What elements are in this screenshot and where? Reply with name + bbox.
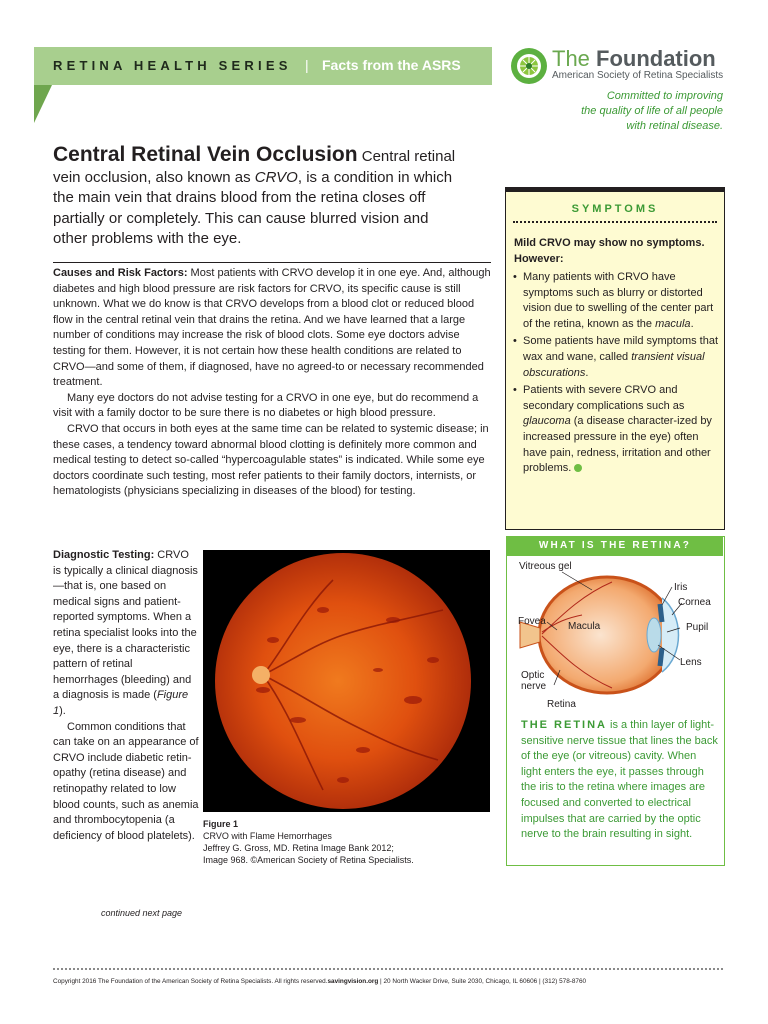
diagnostic-heading: Diagnostic Testing: [53, 549, 155, 561]
caption-line: CRVO with Flame Hemorrhages [203, 831, 332, 841]
tagline-line: with retinal disease. [626, 120, 723, 132]
page-title: Central Retinal Vein Occlusion [53, 143, 358, 166]
figure-reference: Figure 1 [53, 689, 189, 717]
logo-foundation: Foundation [596, 46, 716, 71]
intro-text: Central retinal vein occlusion, also known as [53, 148, 456, 186]
list-item: • Many patients with CRVO have symptoms such as blurry or distorted vision due to swelling of the center part of the retina, known as the macula. [513, 270, 719, 332]
label-cornea: Cornea [678, 597, 711, 608]
label-macula: Macula [568, 621, 601, 632]
label-vitreous: Vitreous gel [519, 561, 572, 572]
symptoms-list [513, 270, 719, 479]
diagnostic-section [53, 548, 199, 844]
intro-abbrev: CRVO [254, 168, 298, 186]
series-separator: | [305, 57, 309, 73]
figure-caption [203, 818, 490, 866]
series-subtitle: Facts from the ASRS [322, 57, 461, 73]
causes-text: Most patients with CRVO develop it in one eye. And, although diabetes and high blood pressure are risk factors for CRVO, its specific cause is still unknown. What we do know is that CRVO develops from a blood clot or reduced blood flow in the central retinal vein that drains the retina. And we have learned that a large number of conditions may increase the risk of blood clots. Some eye doctors advise testing for them. However, it is not certain how these health conditions are related to CRVO—and some of them, if diagnosed, have no agreed-to or necessary recommended treatment. [53, 267, 491, 389]
causes-section [53, 266, 491, 500]
retina-description [521, 718, 719, 843]
label-pupil: Pupil [686, 622, 709, 633]
logo-the: The [552, 46, 590, 71]
tagline-line: the quality of life of all people [581, 105, 723, 117]
label-lens: Lens [680, 657, 702, 668]
copyright-text: Copyright 2016 The Foundation of the American Society of Retina Specialists. All rights reserved. [53, 978, 328, 985]
address-text: | 20 North Wacker Drive, Suite 2030, Chicago, IL 60606 | (312) 578-8760 [378, 978, 587, 985]
label-iris: Iris [674, 582, 688, 593]
label-optic: Optic [521, 670, 545, 681]
logo-subtitle: American Society of Retina Specialists [552, 70, 724, 81]
diagnostic-text: CRVO is typically a clinical diagnosis—that is, one based on medical signs and patient-reported symptoms. When a retina specialist looks into the eye, there is a characteristic pattern of retinal hemorrhages (bleeding) and a diagnosis is made ( [53, 549, 198, 702]
diagnostic-text: ). [59, 704, 66, 717]
continued-note: continued next page [101, 908, 183, 918]
website-link[interactable]: savingvision.org [327, 978, 379, 985]
symptoms-intro: Mild CRVO may show no symptoms. However: [514, 237, 705, 265]
retina-description-text: is a thin layer of light-sensitive nerve tissue that lines the back of the eye (or vitreous) cavity. When light enters the eye, it passes through the iris to the retina where images are focused and converted to electrical impulses that are carried by the optic nerve to the brain resulting in sight. [521, 719, 718, 841]
causes-heading: Causes and Risk Factors: [53, 267, 188, 279]
footer [53, 978, 733, 985]
diagnostic-text: Common conditions that can take on an appearance of CRVO include diabetic retin-opathy (retina disease) and retinopathy related to low blood counts, such as anemia and thrombocytopenia (a deficiency of blood platelets). [53, 720, 199, 842]
figure-label: Figure 1 [203, 819, 239, 829]
caption-line: Image 968. ©American Society of Retina Specialists. [203, 855, 414, 865]
retina-description-lead: THE RETINA [521, 719, 607, 731]
symptoms-top-bar [505, 187, 725, 192]
label-nerve: nerve [521, 681, 547, 692]
list-item: • Some patients have mild symptoms that wax and wane, called transient visual obscurations. [513, 334, 719, 381]
footer-divider [53, 968, 723, 970]
dotted-divider [513, 221, 717, 223]
tagline [540, 89, 723, 134]
intro-paragraph [53, 145, 463, 250]
label-retina: Retina [547, 699, 576, 710]
caption-line: Jeffrey G. Gross, MD. Retina Image Bank 2012; [203, 843, 394, 853]
divider [53, 262, 491, 263]
label-fovea: Fovea [518, 616, 546, 627]
intro-text: , is a condition in which the main vein that drains blood from the retina closes off partially or completely. This can cause blurred vision and other problems with the eye. [53, 168, 453, 247]
end-mark-icon [574, 464, 582, 472]
symptoms-title: SYMPTOMS [571, 203, 659, 215]
list-item: • Patients with severe CRVO and secondary complications such as glaucoma (a disease character-ized by increased pressure in the eye) often have pain, redness, irritation and other problems. [513, 383, 719, 477]
tagline-line: Committed to improving [606, 90, 723, 102]
causes-text: CRVO that occurs in both eyes at the same time can be related to systemic disease; in these cases, a tendency toward abnormal blood clotting is definitely more common and medical testing to detect so-called “hypercoagulable states” is indicated. While some eye doctors coordinate such testing, most refer patients to their family doctors, internists, or hematologists (physicians specializing in diseases of the blood) for testing. [53, 422, 489, 498]
fundus-photo [203, 550, 490, 812]
series-title: RETINA HEALTH SERIES [53, 58, 292, 73]
retina-heading: WHAT IS THE RETINA? [538, 540, 692, 551]
foundation-logo-icon [510, 47, 548, 85]
eye-diagram [512, 560, 722, 710]
figure-1-image [203, 550, 490, 812]
causes-text: Many eye doctors do not advise testing for a CRVO in one eye, but do recommend a visit with a family doctor to be sure there is no diabetes or high blood pressure. [53, 391, 479, 420]
banner-fold [34, 85, 52, 123]
